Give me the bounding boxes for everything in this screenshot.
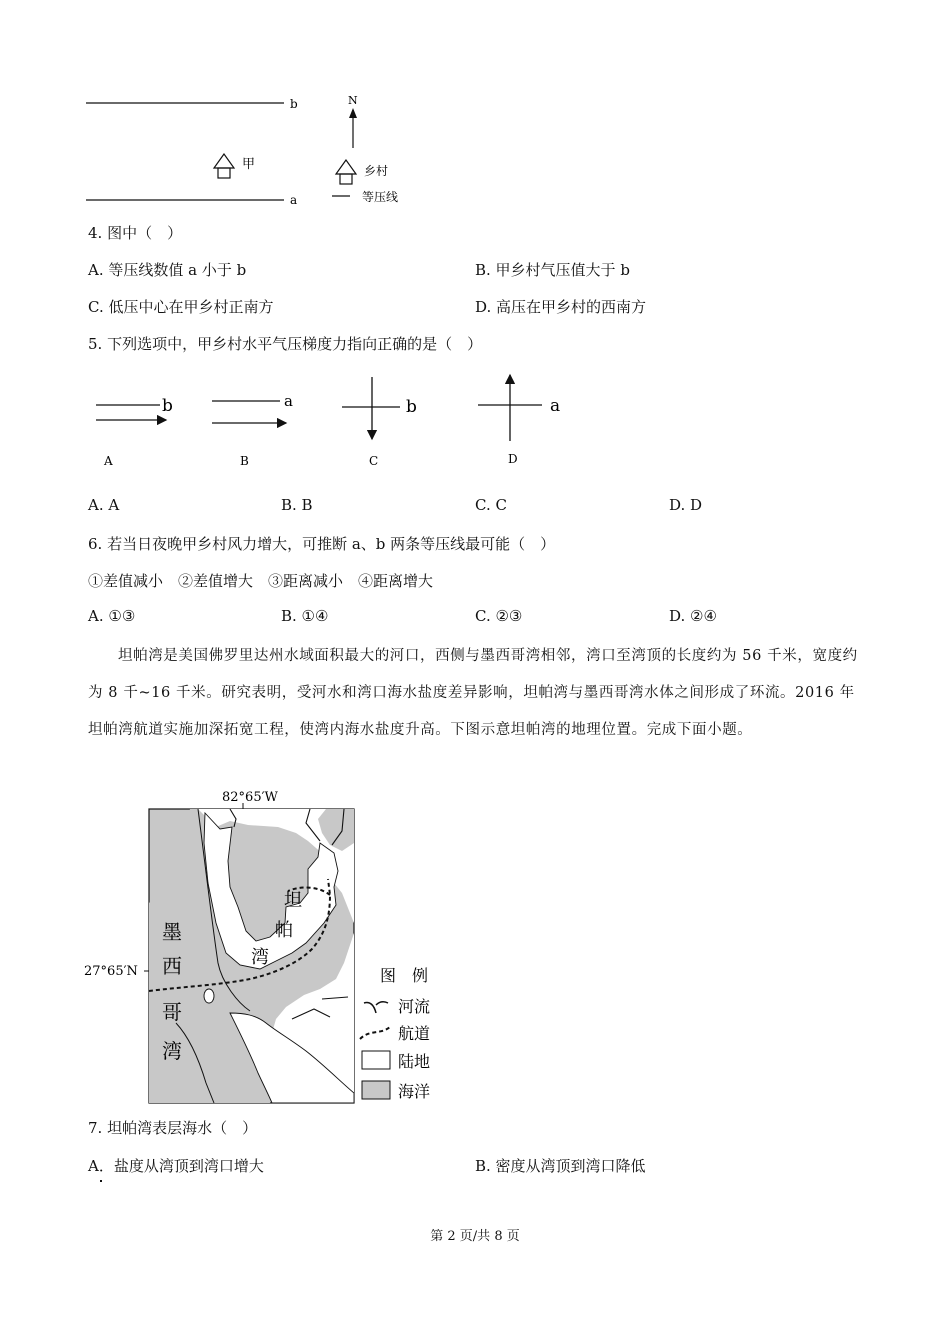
q6-option-b[interactable]: B. ①④ xyxy=(281,607,329,625)
legend-village-icon xyxy=(336,160,356,184)
svg-text:a: a xyxy=(550,396,561,416)
q5-option-c[interactable]: C. C xyxy=(475,496,507,514)
svg-text:B: B xyxy=(240,454,249,468)
legend-river-icon xyxy=(364,1002,388,1013)
page-footer: 第 2 页/共 8 页 xyxy=(430,1229,520,1244)
legend-isobar-label: 等压线 xyxy=(362,190,399,204)
q6-option-d[interactable]: D. ②④ xyxy=(669,607,717,625)
q4-option-c[interactable]: C. 低压中心在甲乡村正南方 xyxy=(88,298,274,316)
legend-land-swatch xyxy=(362,1051,390,1069)
q5-option-d[interactable]: D. D xyxy=(669,496,703,514)
q5-diagram-c xyxy=(342,377,417,468)
q4-option-b[interactable]: B. 甲乡村气压值大于 b xyxy=(475,261,630,279)
legend-channel-icon xyxy=(360,1027,390,1039)
svg-text:b: b xyxy=(406,397,417,417)
gulf-char-2: 西 xyxy=(162,954,182,978)
bay-char-1: 坦 xyxy=(284,890,302,911)
q5-diagram-d xyxy=(478,375,560,466)
legend-title: 图 例 xyxy=(380,966,429,985)
north-label: N xyxy=(348,94,358,107)
svg-text:C: C xyxy=(369,454,379,468)
q6-option-a[interactable]: A. ①③ xyxy=(88,607,136,625)
legend-river-label: 河流 xyxy=(398,997,431,1016)
q5-option-a[interactable]: A. A xyxy=(88,496,120,514)
bay-char-2: 帕 xyxy=(275,920,293,941)
tampa-bay-map xyxy=(80,783,460,1113)
q6-stem: 6. 若当日夜晚甲乡村风力增大，可推断 a、b 两条等压线最可能（ ） xyxy=(88,535,556,553)
longitude-label: 82°65′W xyxy=(222,790,278,805)
q6-items: ①差值减小 ②差值增大 ③距离减小 ④距离增大 xyxy=(88,572,434,590)
legend-channel-label: 航道 xyxy=(398,1024,431,1043)
q4-option-d[interactable]: D. 高压在甲乡村的西南方 xyxy=(475,298,647,316)
gulf-char-4: 湾 xyxy=(162,1039,182,1063)
gulf-char-3: 哥 xyxy=(162,1000,182,1024)
q5-diagrams xyxy=(80,365,600,475)
latitude-label: 27°65′N xyxy=(84,964,138,979)
q7-option-a[interactable]: A．盐度从湾顶到湾口增大 xyxy=(88,1157,264,1175)
q5-stem: 5. 下列选项中，甲乡村水平气压梯度力指向正确的是（ ） xyxy=(88,335,483,353)
svg-text:a: a xyxy=(284,392,293,410)
passage-text: 坦帕湾是美国佛罗里达州水域面积最大的河口，西侧与墨西哥湾相邻，湾口至湾顶的长度约为 56 千米，宽度约为 8 千~16 千米。研究表明，受河水和湾口海水盐度差异影响，坦帕湾与墨西哥湾水体之间形成了环流。2016 年坦帕湾航道实施加深拓宽工程，使湾内海水盐度升高。下图示意坦帕湾的地理位置。完成下面小题。 xyxy=(88,648,858,738)
q4-option-a[interactable]: A. 等压线数值 a 小于 b xyxy=(88,261,247,279)
bay-char-3: 湾 xyxy=(251,947,269,968)
q4-stem: 4. 图中（ ） xyxy=(88,224,183,242)
legend-land-label: 陆地 xyxy=(398,1052,431,1071)
q5-diagram-a xyxy=(96,396,173,468)
q5-diagram-b xyxy=(212,392,293,468)
village-jia-icon xyxy=(214,154,234,178)
q7-stem: 7. 坦帕湾表层海水（ ） xyxy=(88,1119,258,1137)
q7-option-b[interactable]: B. 密度从湾顶到湾口降低 xyxy=(475,1157,646,1175)
svg-text:A: A xyxy=(104,454,113,468)
dot-mark xyxy=(100,1180,102,1182)
isobar-b-label: b xyxy=(290,97,298,111)
legend-village-label: 乡村 xyxy=(364,164,389,178)
q6-option-c[interactable]: C. ②③ xyxy=(475,607,523,625)
svg-text:D: D xyxy=(508,452,518,466)
gulf-char-1: 墨 xyxy=(162,920,182,944)
legend-ocean-label: 海洋 xyxy=(398,1082,431,1101)
legend-ocean-swatch xyxy=(362,1081,390,1099)
svg-text:b: b xyxy=(162,396,173,416)
isobar-figure xyxy=(80,88,420,213)
passage xyxy=(88,638,863,749)
q5-option-b[interactable]: B. B xyxy=(281,496,313,514)
village-jia-label: 甲 xyxy=(242,157,256,172)
isobar-a-label: a xyxy=(290,193,298,207)
